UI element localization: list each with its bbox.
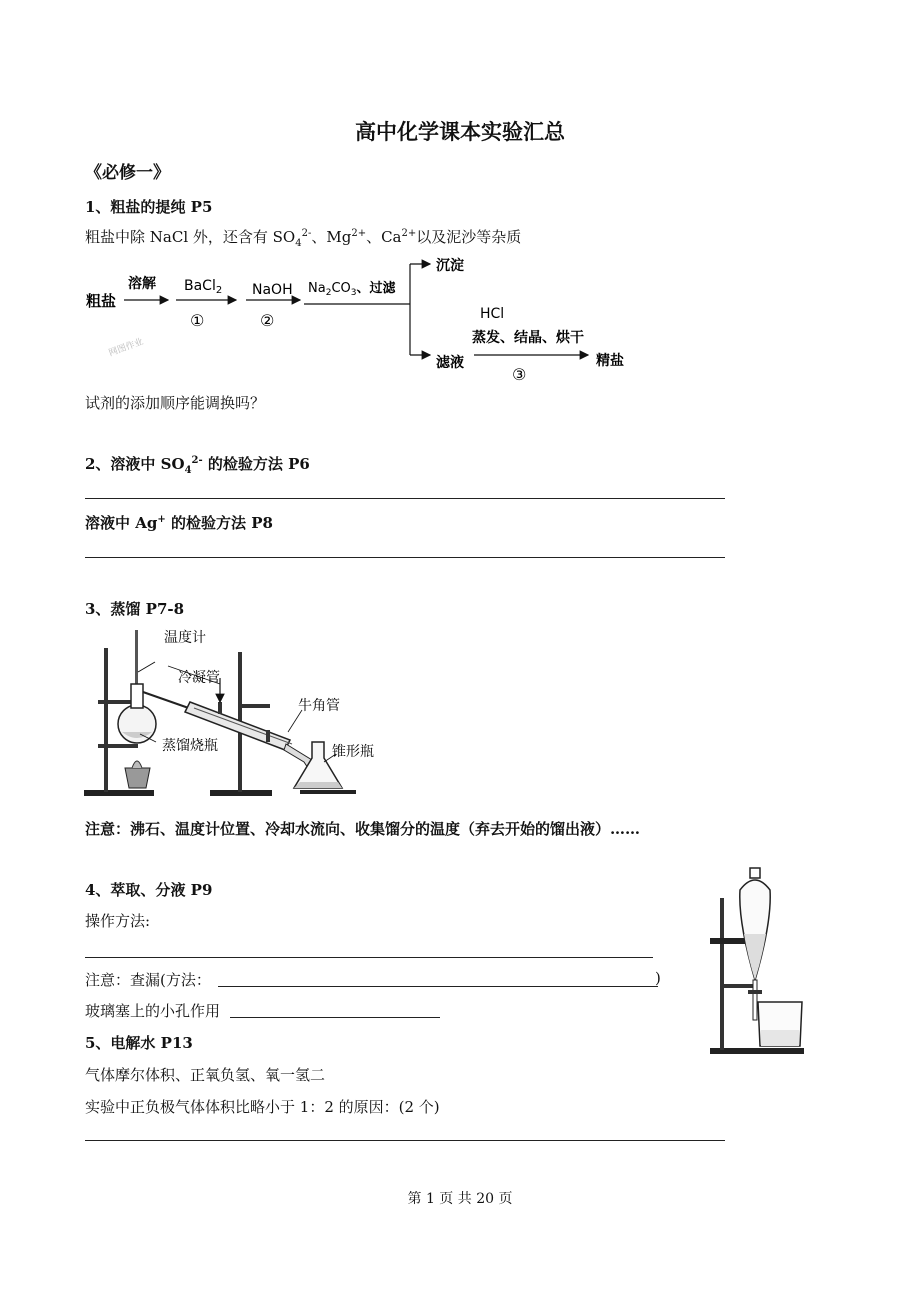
s4-hole: 玻璃塞上的小孔作用 <box>85 1002 221 1020</box>
salt-purification-flow <box>80 252 640 384</box>
stand-base-3 <box>300 790 356 794</box>
s3-heading: 3、蒸馏 P7-8 <box>85 600 185 618</box>
flow-reagent2: NaOH <box>252 282 293 298</box>
flow-dissolve: 溶解 <box>128 276 156 292</box>
flow-reagent1: BaCl$_2$ <box>184 278 223 296</box>
label-conical: 锥形瓶 <box>332 744 374 760</box>
answer-line-2 <box>85 557 725 558</box>
s4-operation: 操作方法: <box>85 912 151 930</box>
flow-watermark: 网图作业 <box>107 337 145 359</box>
s4-note-a: 注意：查漏(方法： <box>85 971 211 989</box>
section-label: 《必修一》 <box>85 163 170 183</box>
answer-line-1 <box>85 498 725 499</box>
label-flask: 蒸馏烧瓶 <box>162 738 218 754</box>
ring <box>722 984 754 988</box>
s2-heading: 2、溶液中 $SO_4^{2-}$ 的检验方法 P6 <box>85 455 310 476</box>
clamp-2 <box>240 704 270 708</box>
ring-clamp <box>98 744 138 748</box>
s5-line1: 气体摩尔体积、正氧负氢、氧一氢二 <box>85 1066 326 1084</box>
s4-heading: 4、萃取、分液 P9 <box>85 881 213 899</box>
flow-step1: ① <box>190 311 205 330</box>
page-number: 第 1 页 共 20 页 <box>407 1191 513 1207</box>
separatory-funnel-apparatus <box>700 862 810 1062</box>
distillation-apparatus <box>80 622 390 800</box>
label-adapter: 牛角管 <box>298 698 340 714</box>
flow-end: 精盐 <box>596 353 624 369</box>
flow-process: 蒸发、结晶、烘干 <box>472 330 584 346</box>
label-thermometer: 温度计 <box>164 630 206 646</box>
answer-line-3 <box>85 957 653 958</box>
flow-branch-bottom: 滤液 <box>436 355 464 371</box>
s1-desc: 粗盐中除 NaCl 外，还含有 $SO_4^{2-}$、$Mg^{2+}$、$Ca^{2+}$以及泥沙等杂质 <box>85 228 522 249</box>
stopper-icon <box>750 868 760 878</box>
stand-rod-1 <box>104 648 108 792</box>
answer-line-4 <box>218 986 658 987</box>
flow-reagent3: $Na_2CO_3$、过滤 <box>308 281 396 298</box>
flow-step2: ② <box>260 311 275 330</box>
answer-line-6 <box>85 1140 725 1141</box>
burner-icon <box>125 768 150 788</box>
label-condenser: 冷凝管 <box>178 670 220 686</box>
flow-branch-top: 沉淀 <box>436 258 464 274</box>
s4-note-b: ) <box>655 969 661 987</box>
flow-start: 粗盐 <box>86 292 117 310</box>
flow-step3: ③ <box>512 365 527 384</box>
page-title: 高中化学课本实验汇总 <box>355 120 565 144</box>
s1-question: 试剂的添加顺序能调换吗？ <box>85 394 266 412</box>
stand-rod <box>720 898 724 1050</box>
s5-heading: 5、电解水 P13 <box>85 1034 193 1052</box>
s3-note: 注意：沸石、温度计位置、冷却水流向、收集馏分的温度（弃去开始的馏出液）…… <box>85 820 641 838</box>
s2-heading-2: 溶液中 Ag+ 的检验方法 P8 <box>85 514 273 532</box>
stand-base-1 <box>84 790 154 796</box>
s5-line2: 实验中正负极气体体积比略小于 1：2 的原因：(2 个) <box>85 1098 440 1116</box>
stand-base <box>710 1048 804 1054</box>
stopcock-icon <box>748 990 762 994</box>
flow-hcl: HCl <box>480 306 505 322</box>
s1-heading: 1、粗盐的提纯 P5 <box>85 198 213 216</box>
answer-line-5 <box>230 1017 440 1018</box>
